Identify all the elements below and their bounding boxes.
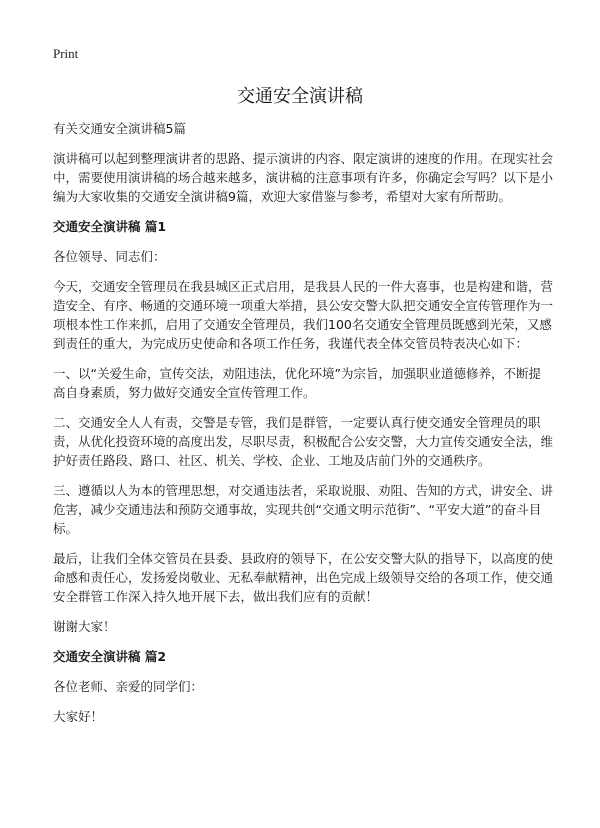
section1-paragraph-2: 一、以“关爱生命，宣传交法，劝阻违法，优化环境”为宗旨，加强职业道德修养，不断提高自身素质，努力做好交通安全宣传管理工作。 [53,366,541,400]
page-title: 交通安全演讲稿 [237,86,363,107]
document-body [53,119,553,737]
intro-paragraph: 演讲稿可以起到整理演讲者的思路、提示演讲的内容、限定演讲的速度的作用。在现实社会中，需要使用演讲稿的场合越来越多，演讲稿的注意事项有许多，你确定会写吗？以下是小编为大家收集的交通安全演讲稿9篇，欢迎大家借鉴与参考，希望对大家有所帮助。 [53,151,554,204]
section2-opening: 大家好！ [53,709,104,724]
section1-paragraph-3: 二、交通安全人人有责，交警是专管，我们是群管，一定要认真行使交通安全管理员的职责，从优化投资环境的高度出发，尽职尽责，积极配合公安交警，大力宣传交通安全法，维护好责任路段、路口、社区、机关、学校、企业、工地及店前门外的交通秩序。 [53,415,554,468]
section1-paragraph-4: 三、遵循以人为本的管理思想，对交通违法者，采取说服、劝阻、告知的方式，讲安全、讲危害，减少交通违法和预防交通事故，实现共创“交通文明示范街”、“平安大道”的奋斗目标。 [53,483,554,536]
print-link[interactable]: Print [53,46,79,61]
section-heading-2: 交通安全演讲稿 篇2 [53,649,167,664]
section1-greeting: 各位领导、同志们： [53,249,166,264]
document-subtitle: 有关交通安全演讲稿5篇 [53,121,186,136]
section1-closing: 谢谢大家！ [53,619,116,634]
section1-paragraph-5: 最后，让我们全体交管员在县委、县政府的领导下，在公安交警大队的指导下，以高度的使命感和责任心，发扬爱岗敬业、无私奉献精神，出色完成上级领导交给的各项工作，使交通安全群管工作深入持久地开展下去，做出我们应有的贡献！ [53,551,554,604]
section2-greeting: 各位老师、亲爱的同学们： [53,679,204,694]
section1-paragraph-1: 今天，交通安全管理员在我县城区正式启用，是我县人民的一件大喜事，也是构建和谐，营造安全、有序、畅通的交通环境一项重大举措，县公安交警大队把交通安全宣传管理作为一项根本性工作来抓，启用了交通安全管理员，我们100名交通安全管理员既感到光荣，又感到责任的重大，为完成历史使命和各项工作任务，我谨代表全体交管员特表决心如下： [53,279,554,351]
section-heading-1: 交通安全演讲稿 篇1 [53,219,167,234]
